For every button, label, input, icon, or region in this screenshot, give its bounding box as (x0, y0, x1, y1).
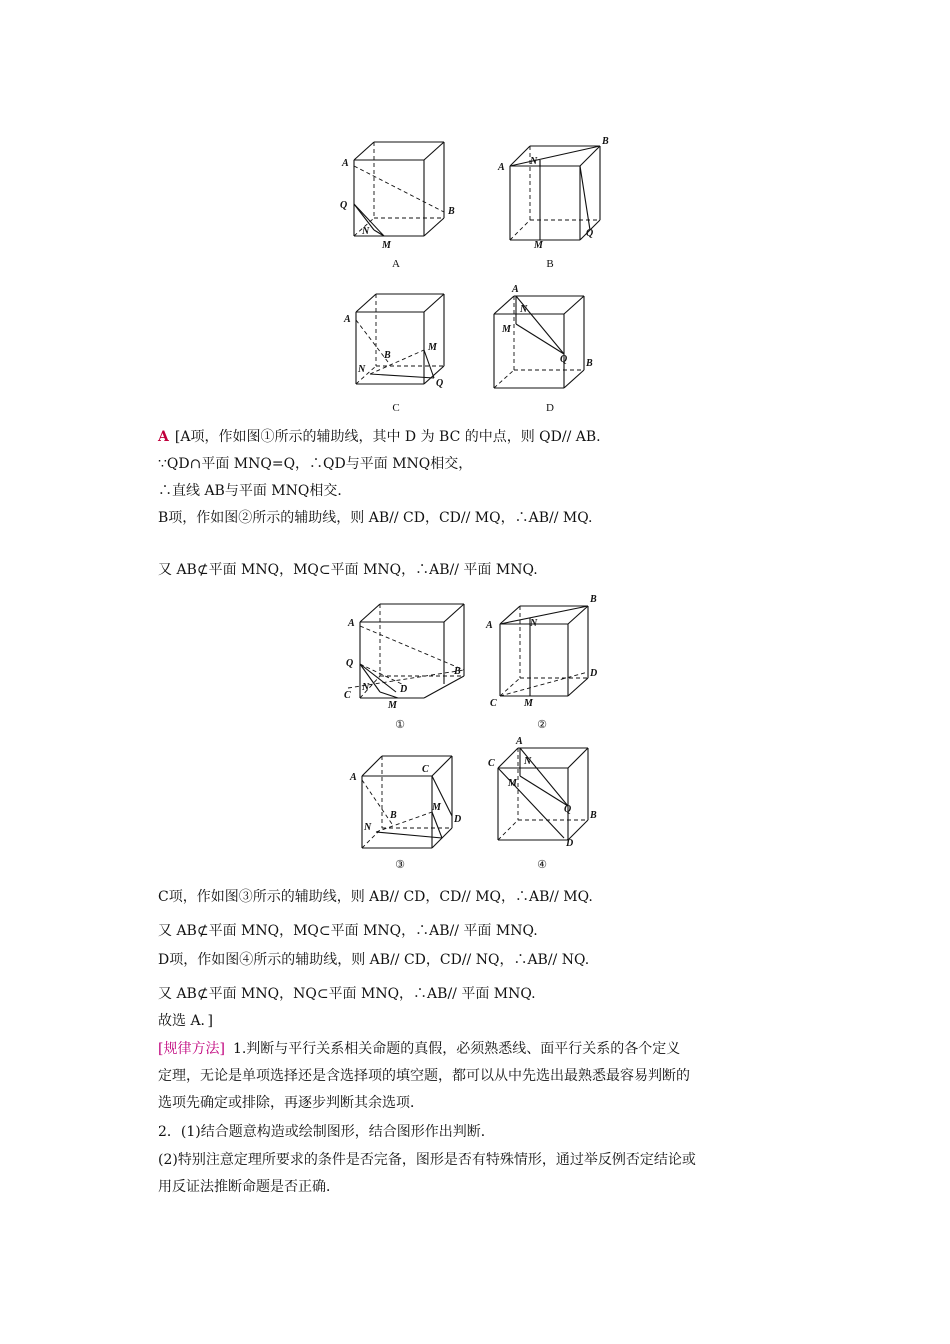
label-a: A (498, 162, 505, 173)
label-b: B (590, 594, 597, 605)
label-a: A (512, 284, 519, 295)
label-m: M (534, 240, 543, 251)
cube-figure-2 (486, 592, 616, 710)
solution-line-3: ∴直线 AB与平面 MNQ相交． (158, 483, 352, 499)
caption-d: D (546, 402, 554, 414)
line-text: 1.判断与平行关系相关命题的真假，必须熟悉线、面平行关系的各个定义 (232, 1041, 681, 1057)
method-line-4: 2．(1)结合题意构造或绘制图形，结合图形作出判断． (158, 1124, 495, 1140)
cube-diagram (338, 292, 468, 392)
method-line-6: 用反证法推断命题是否正确． (158, 1179, 340, 1195)
label-n: N (364, 822, 372, 833)
caption-c: C (392, 402, 400, 414)
label-a: A (350, 772, 357, 783)
label-n: N (362, 226, 370, 237)
label-q: Q (436, 378, 444, 389)
cube-diagram (340, 600, 470, 710)
method-line-5: (2)特别注意定理所要求的条件是否完备，图形是否有特殊情形，通过举反例否定结论或 (158, 1152, 696, 1168)
cube-figure-4 (488, 738, 618, 858)
cube-diagram (340, 746, 470, 856)
label-q: Q (346, 658, 354, 669)
solution-line-6: C项，作如图③所示的辅助线，则 AB// CD，CD// MQ，∴AB// MQ. (158, 889, 593, 905)
label-q: Q (560, 354, 568, 365)
solution-line-5: 又 AB⊄平面 MNQ，MQ⊂平面 MNQ，∴AB// 平面 MNQ. (158, 562, 538, 578)
label-n: N (530, 156, 538, 167)
solution-line-10: 故选 A．] (158, 1013, 214, 1029)
cube-diagram (494, 284, 624, 392)
cube-diagram (486, 592, 616, 709)
label-b: B (390, 810, 397, 821)
label-n: N (358, 364, 366, 375)
label-b: B (602, 136, 609, 147)
solution-line-1 (158, 427, 601, 447)
label-a: A (344, 314, 351, 325)
caption-4: ④ (537, 859, 547, 871)
label-d: D (454, 814, 462, 825)
cube-figure-c (338, 292, 468, 396)
cube-figure-b (494, 136, 624, 254)
cube-diagram (338, 140, 468, 250)
label-b: B (384, 350, 391, 361)
label-q: Q (340, 200, 348, 211)
answer-letter: A (158, 429, 169, 445)
solution-line-7: 又 AB⊄平面 MNQ，MQ⊂平面 MNQ，∴AB// 平面 MNQ. (158, 923, 538, 939)
solution-line-2: ∵QD∩平面 MNQ=Q，∴QD与平面 MNQ相交， (158, 456, 473, 472)
label-m: M (432, 802, 441, 813)
solution-line-4: B项，作如图②所示的辅助线，则 AB// CD，CD// MQ，∴AB// MQ. (158, 510, 593, 526)
label-b: B (590, 810, 597, 821)
method-line-2: 定理，无论是单项选择还是含选择项的填空题，都可以从中先选出最熟悉最容易判断的 (158, 1068, 690, 1084)
caption-1: ① (395, 719, 405, 731)
line-text: [A项，作如图①所示的辅助线，其中 D 为 BC 的中点，则 QD// AB. (174, 429, 601, 445)
label-c: C (488, 758, 495, 769)
label-m: M (382, 240, 391, 251)
label-m: M (508, 778, 517, 789)
label-c: C (344, 690, 351, 701)
label-b: B (454, 666, 461, 677)
label-m: M (502, 324, 511, 335)
cube-diagram (494, 136, 624, 250)
label-n: N (530, 618, 538, 629)
label-q: Q (586, 228, 594, 239)
cube-figure-d (494, 284, 624, 396)
label-d: D (566, 838, 574, 849)
label-d: D (590, 668, 598, 679)
label-b: B (448, 206, 455, 217)
cube-figure-3 (340, 746, 470, 860)
label-n: N (520, 304, 528, 315)
cube-figure-a (338, 140, 468, 254)
solution-line-8: D项，作如图④所示的辅助线，则 AB// CD，CD// NQ，∴AB// NQ. (158, 952, 590, 968)
cube-diagram (488, 738, 618, 854)
caption-b: B (546, 258, 554, 270)
label-q: Q (564, 804, 572, 815)
label-a: A (342, 158, 349, 169)
label-b: B (586, 358, 593, 369)
label-m: M (524, 698, 533, 709)
label-c: C (422, 764, 429, 775)
label-n: N (524, 756, 532, 767)
label-a: A (348, 618, 355, 629)
caption-2: ② (537, 719, 547, 731)
label-d: D (400, 684, 408, 695)
solution-line-9: 又 AB⊄平面 MNQ，NQ⊂平面 MNQ，∴AB// 平面 MNQ. (158, 986, 536, 1002)
label-n: N (362, 682, 370, 693)
label-m: M (388, 700, 397, 711)
label-a: A (516, 736, 523, 747)
label-m: M (428, 342, 437, 353)
label-c: C (490, 698, 497, 709)
caption-3: ③ (395, 859, 405, 871)
method-tag: [规律方法] (158, 1041, 225, 1057)
cube-figure-1 (340, 600, 470, 714)
method-line-1 (158, 1039, 680, 1059)
label-a: A (486, 620, 493, 631)
method-line-3: 选项先确定或排除，再逐步判断其余选项． (158, 1095, 424, 1111)
caption-a: A (392, 258, 400, 270)
